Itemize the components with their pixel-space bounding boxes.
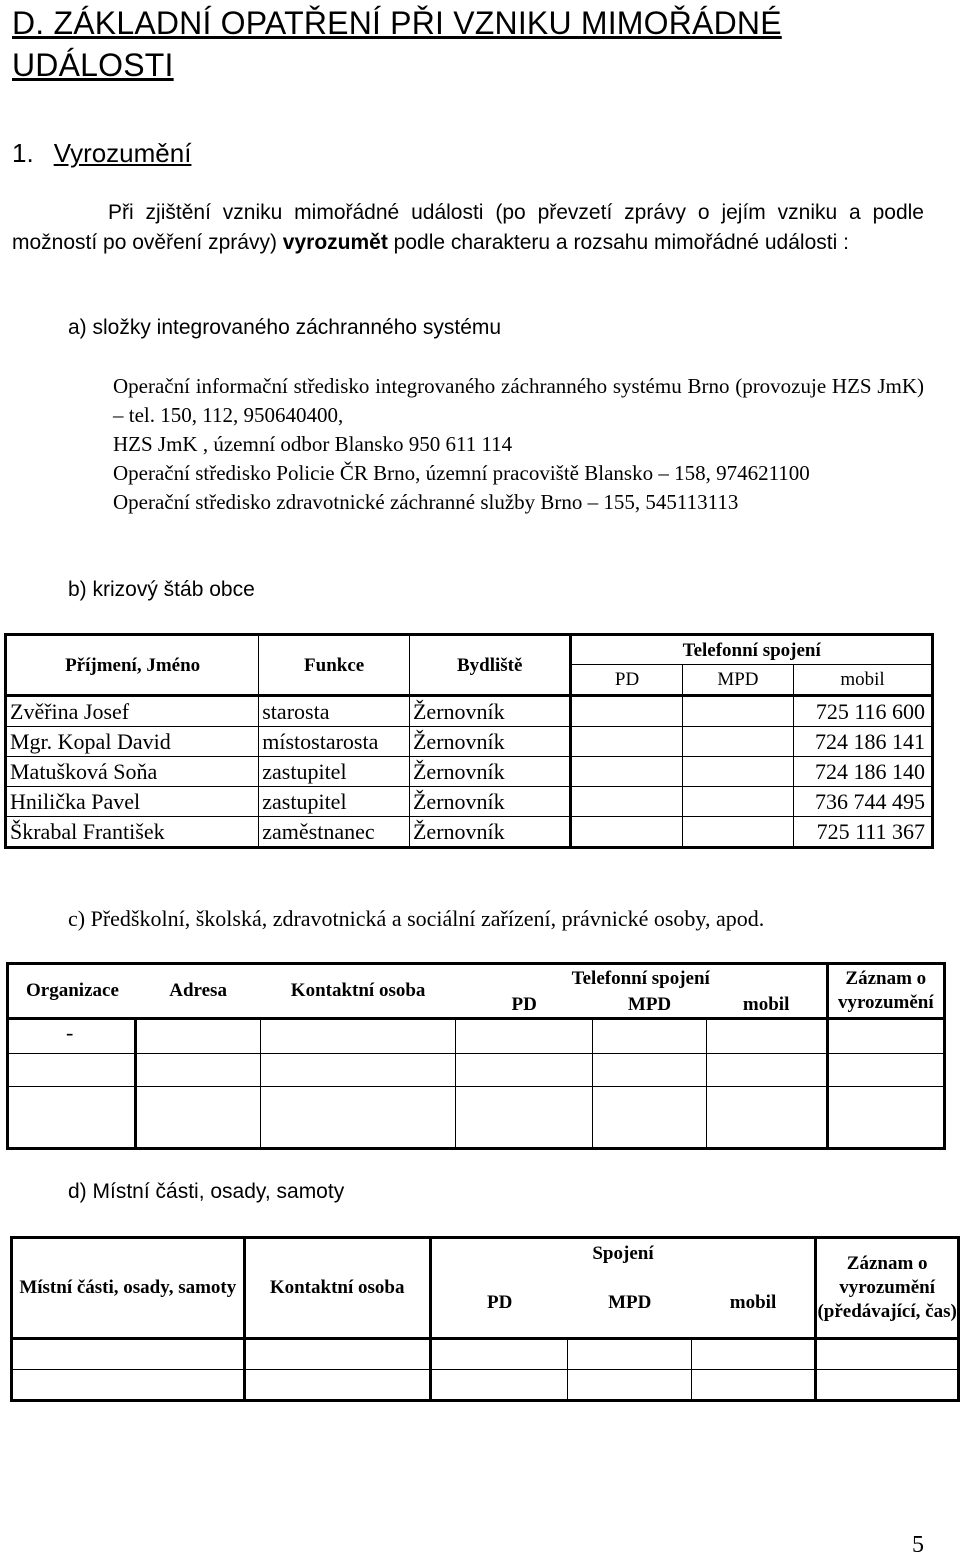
cell-pd bbox=[571, 787, 682, 817]
section-d-title: d) Místní části, osady, samoty bbox=[68, 1180, 345, 1203]
cell-contact bbox=[260, 1019, 456, 1054]
cell-mobile: 724 186 140 bbox=[794, 757, 933, 787]
header-mpd: MPD bbox=[592, 992, 706, 1019]
header-name: Příjmení, Jméno bbox=[6, 635, 259, 696]
cell-parts bbox=[12, 1370, 245, 1401]
cell-function: zastupitel bbox=[259, 757, 410, 787]
cell-address bbox=[136, 1019, 260, 1054]
cell-mpd bbox=[682, 727, 793, 757]
table-row bbox=[6, 757, 933, 787]
cell-record bbox=[827, 1054, 944, 1087]
section-c-title: c) Předškolní, školská, zdravotnická a sociální zařízení, právnické osoby, apod. bbox=[68, 906, 765, 931]
cell-pd bbox=[456, 1054, 592, 1087]
section-a-line-3: Operační středisko Policie ČR Brno, územní pracoviště Blansko – 158, 974621100 bbox=[113, 461, 810, 485]
section-b-title: b) krizový štáb obce bbox=[68, 578, 255, 601]
section-title-text: Vyrozumění bbox=[53, 138, 192, 168]
cell-name: Hnilička Pavel bbox=[6, 787, 259, 817]
cell-mpd bbox=[592, 1019, 706, 1054]
cell-record bbox=[827, 1087, 944, 1149]
header-contact: Kontaktní osoba bbox=[260, 964, 456, 1019]
cell-mpd bbox=[592, 1054, 706, 1087]
header-pd: PD bbox=[571, 665, 682, 696]
header-address: Adresa bbox=[136, 964, 260, 1019]
cell-pd bbox=[571, 696, 682, 727]
section-a-line-2: HZS JmK , územní odbor Blansko 950 611 114 bbox=[113, 432, 513, 456]
crisis-staff-table bbox=[4, 633, 934, 849]
header-organization: Organizace bbox=[8, 964, 136, 1019]
cell-mobile bbox=[707, 1019, 827, 1054]
cell-pd bbox=[571, 727, 682, 757]
table-row bbox=[6, 817, 933, 848]
cell-organization bbox=[8, 1087, 136, 1149]
header-pd: PD bbox=[456, 992, 592, 1019]
table-row bbox=[8, 1087, 945, 1149]
header-residence: Bydliště bbox=[409, 635, 570, 696]
cell-parts bbox=[12, 1339, 245, 1370]
cell-residence: Žernovník bbox=[409, 757, 570, 787]
cell-function: místostarosta bbox=[259, 727, 410, 757]
cell-mpd bbox=[682, 787, 793, 817]
header-record: Záznam o vyrozumění (předávající, čas) bbox=[816, 1238, 959, 1339]
cell-mobile: 724 186 141 bbox=[794, 727, 933, 757]
section-number: 1. bbox=[12, 138, 34, 168]
local-parts-table bbox=[10, 1236, 960, 1402]
section-title bbox=[12, 138, 191, 169]
cell-pd bbox=[456, 1019, 592, 1054]
cell-organization bbox=[8, 1054, 136, 1087]
page-number: 5 bbox=[912, 1532, 924, 1558]
section-a-line-4: Operační středisko zdravotnické záchranné služby Brno – 155, 545113113 bbox=[113, 490, 739, 514]
cell-name: Zvěřina Josef bbox=[6, 696, 259, 727]
cell-mobile: 725 116 600 bbox=[815, 699, 925, 724]
cell-residence: Žernovník bbox=[409, 727, 570, 757]
section-a-line-1: Operační informační středisko integrovaného záchranného systému Brno (provozuje HZS JmK) – tel. 150, 112, 950640400, bbox=[113, 374, 924, 427]
cell-record bbox=[816, 1370, 959, 1401]
cell-mpd bbox=[682, 757, 793, 787]
cell-name: Škrabal František bbox=[6, 817, 259, 848]
cell-residence: Žernovník bbox=[409, 817, 570, 848]
cell-function: zastupitel bbox=[259, 787, 410, 817]
cell-mobile bbox=[692, 1339, 816, 1370]
header-phone: Telefonní spojení bbox=[571, 967, 710, 989]
header-mpd: MPD bbox=[682, 665, 793, 696]
intro-paragraph bbox=[12, 198, 924, 258]
cell-mpd bbox=[592, 1087, 706, 1149]
section-a-title: a) složky integrovaného záchranného systému bbox=[68, 316, 502, 339]
institutions-table bbox=[6, 962, 946, 1150]
cell-mpd bbox=[682, 696, 793, 727]
cell-name: Mgr. Kopal David bbox=[6, 727, 259, 757]
cell-pd bbox=[456, 1087, 592, 1149]
intro-text-2: podle charakteru a rozsahu mimořádné události : bbox=[387, 231, 849, 254]
table-row bbox=[6, 727, 933, 757]
header-mobile: mobil bbox=[794, 665, 933, 696]
cell-function: starosta bbox=[259, 696, 410, 727]
cell-mpd bbox=[568, 1339, 692, 1370]
cell-organization: - bbox=[8, 1019, 136, 1054]
cell-mobile bbox=[707, 1054, 827, 1087]
cell-residence: Žernovník bbox=[409, 787, 570, 817]
table-row bbox=[6, 696, 933, 727]
intro-bold: vyrozumět bbox=[282, 231, 388, 254]
cell-contact bbox=[260, 1054, 456, 1087]
cell-contact bbox=[244, 1370, 430, 1401]
section-a-block bbox=[113, 372, 924, 517]
table-row bbox=[6, 787, 933, 817]
cell-residence: Žernovník bbox=[409, 696, 570, 727]
cell-record bbox=[816, 1339, 959, 1370]
cell-function: zaměstnanec bbox=[259, 817, 410, 848]
cell-pd bbox=[571, 757, 682, 787]
table-row bbox=[8, 1019, 945, 1054]
cell-pd bbox=[430, 1339, 568, 1370]
cell-mobile: 736 744 495 bbox=[794, 787, 933, 817]
cell-address bbox=[136, 1054, 260, 1087]
cell-pd bbox=[430, 1370, 568, 1401]
cell-mpd bbox=[568, 1370, 692, 1401]
header-record: Záznam o vyrozumění bbox=[827, 964, 944, 1019]
intro-text-1: Při zjištění vzniku mimořádné události (po převzetí zprávy o jejím vzniku a podle možností po ověření zprávy) bbox=[12, 201, 924, 254]
cell-record bbox=[827, 1019, 944, 1054]
header-connection: Spojení bbox=[592, 1243, 654, 1264]
header-contact: Kontaktní osoba bbox=[244, 1238, 430, 1339]
document-heading: D. ZÁKLADNÍ OPATŘENÍ PŘI VZNIKU MIMOŘÁDNÉ UDÁLOSTI bbox=[12, 5, 782, 83]
header-mobile: mobil bbox=[692, 1269, 816, 1339]
header-mpd: MPD bbox=[568, 1269, 692, 1339]
cell-mobile: 725 111 367 bbox=[794, 817, 933, 848]
cell-address bbox=[136, 1087, 260, 1149]
table-row bbox=[8, 1054, 945, 1087]
cell-contact bbox=[244, 1339, 430, 1370]
table-row bbox=[12, 1339, 959, 1370]
header-pd: PD bbox=[430, 1269, 568, 1339]
cell-contact bbox=[260, 1087, 456, 1149]
cell-mobile bbox=[692, 1370, 816, 1401]
header-parts: Místní části, osady, samoty bbox=[12, 1238, 245, 1339]
header-mobile: mobil bbox=[707, 992, 827, 1019]
table-row bbox=[12, 1370, 959, 1401]
cell-mpd bbox=[682, 817, 793, 848]
header-function: Funkce bbox=[259, 635, 410, 696]
cell-mobile bbox=[707, 1087, 827, 1149]
header-phone: Telefonní spojení bbox=[571, 635, 933, 665]
cell-pd bbox=[571, 817, 682, 848]
cell-name: Matušková Soňa bbox=[6, 757, 259, 787]
